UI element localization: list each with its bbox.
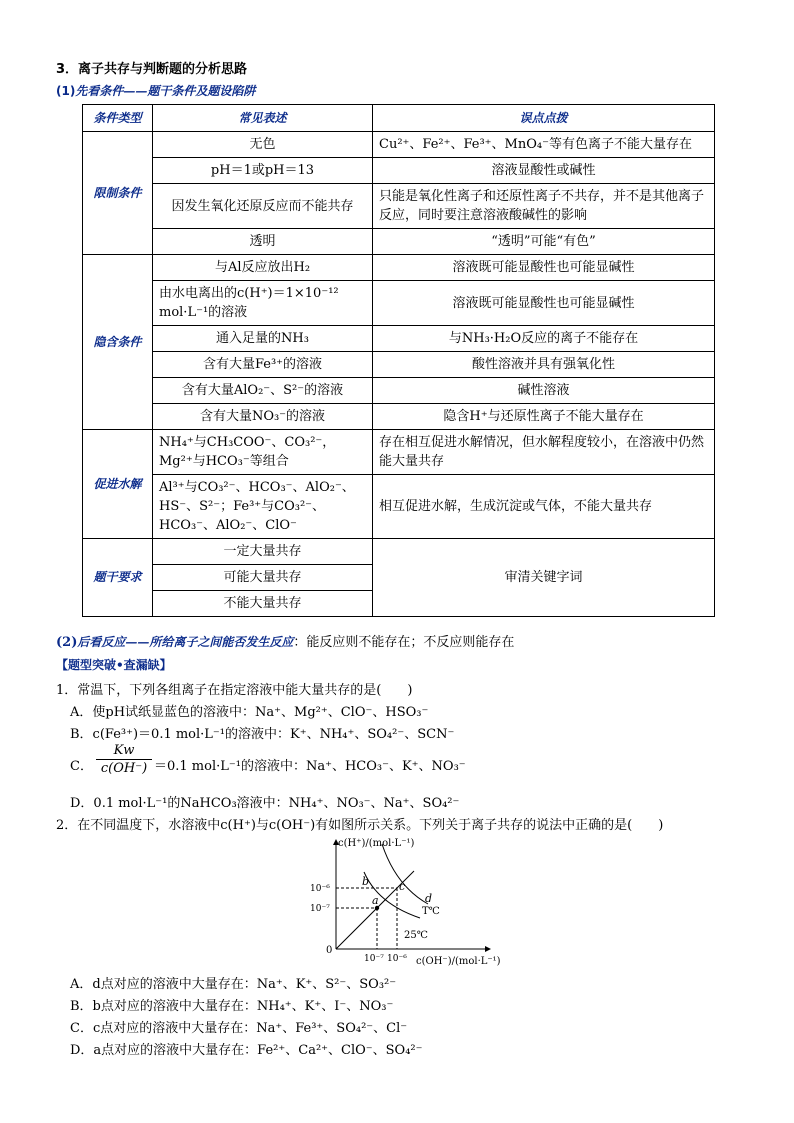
table-row xyxy=(83,281,715,326)
subheading-conditions xyxy=(56,82,255,99)
table-header-row xyxy=(83,105,715,132)
category-implicit: 隐含条件 xyxy=(83,255,153,430)
label-t-curve: T℃ xyxy=(422,906,440,917)
table-cell: 含有大量Fe³⁺的溶液 xyxy=(153,352,373,378)
table-row xyxy=(83,539,715,565)
label-d: d xyxy=(425,892,433,905)
table-cell: 含有大量AlO₂⁻、S²⁻的溶液 xyxy=(153,378,373,404)
fraction-denominator: c(OH⁻) xyxy=(100,761,148,776)
table-row xyxy=(83,184,715,229)
x-tick-1e-7: 10⁻⁷ xyxy=(364,954,384,964)
label-25-curve: 25℃ xyxy=(404,930,428,941)
table-cell-merged: 审清关键字词 xyxy=(373,539,715,617)
table-cell: 溶液既可能显酸性也可能显碱性 xyxy=(373,255,715,281)
table-cell: 只能是氧化性离子和还原性离子不共存，并不是其他离子反应，同时要注意溶液酸碱性的影响 xyxy=(373,184,715,229)
header-tip: 误点点拨 xyxy=(373,105,715,132)
table-row xyxy=(83,255,715,281)
table-cell: 与Al反应放出H₂ xyxy=(153,255,373,281)
origin-label: 0 xyxy=(326,945,333,956)
y-tick-1e-7: 10⁻⁷ xyxy=(310,904,330,914)
table-cell: 酸性溶液并具有强氧化性 xyxy=(373,352,715,378)
x-tick-1e-6: 10⁻⁶ xyxy=(387,954,407,964)
table-cell: 溶液显酸性或碱性 xyxy=(373,158,715,184)
table-row xyxy=(83,475,715,539)
table-cell: 相互促进水解，生成沉淀或气体，不能大量共存 xyxy=(373,475,715,539)
table-row xyxy=(83,229,715,255)
q1-option-b: B．c(Fe³⁺)＝0.1 mol·L⁻¹的溶液中：K⁺、NH₄⁺、SO₄²⁻、SCN⁻ xyxy=(70,727,455,742)
table-cell: 含有大量NO₃⁻的溶液 xyxy=(153,404,373,430)
table-cell: 碱性溶液 xyxy=(373,378,715,404)
table-cell: 不能大量共存 xyxy=(153,591,373,617)
table-cell: pH＝1或pH＝13 xyxy=(153,158,373,184)
table-cell: 与NH₃·H₂O反应的离子不能存在 xyxy=(373,326,715,352)
kw-fraction xyxy=(96,743,152,776)
table-cell: 可能大量共存 xyxy=(153,565,373,591)
table-cell: 无色 xyxy=(153,132,373,158)
table-cell: 一定大量共存 xyxy=(153,539,373,565)
table-cell: 由水电离出的c(H⁺)＝1×10⁻¹² mol·L⁻¹的溶液 xyxy=(153,281,373,326)
y-axis-label: c(H⁺)/(mol·L⁻¹) xyxy=(338,838,415,849)
category-requirement: 题干要求 xyxy=(83,539,153,617)
table-row xyxy=(83,352,715,378)
header-type: 条件类型 xyxy=(83,105,153,132)
table-row xyxy=(83,378,715,404)
table-cell: “透明”可能“有色” xyxy=(373,229,715,255)
table-cell: 透明 xyxy=(153,229,373,255)
label-a: a xyxy=(372,894,379,907)
q1-option-a: A．使pH试纸显蓝色的溶液中：Na⁺、Mg²⁺、ClO⁻、HSO₃⁻ xyxy=(70,705,429,720)
header-expression: 常见表述 xyxy=(153,105,373,132)
label-c: c xyxy=(399,880,406,893)
table-cell: 因发生氧化还原反应而不能共存 xyxy=(153,184,373,229)
table-cell: 通入足量的NH₃ xyxy=(153,326,373,352)
q2-option-a: A．d点对应的溶液中大量存在：Na⁺、K⁺、S²⁻、SO₃²⁻ xyxy=(70,977,397,992)
fraction-numerator: Kw xyxy=(96,743,152,760)
table-cell: Al³⁺与CO₃²⁻、HCO₃⁻、AlO₂⁻、HS⁻、S²⁻；Fe³⁺与CO₃²⁻、HCO₃⁻、AlO₂⁻、ClO⁻ xyxy=(153,475,373,539)
q2-stem: 2．在不同温度下，水溶液中c(H⁺)与c(OH⁻)有如图所示关系。下列关于离子共存的说法中正确的是( ) xyxy=(56,818,664,833)
table-row xyxy=(83,132,715,158)
table-cell: NH₄⁺与CH₃COO⁻、CO₃²⁻，Mg²⁺与HCO₃⁻等组合 xyxy=(153,430,373,475)
q1-option-d: D．0.1 mol·L⁻¹的NaHCO₃溶液中：NH₄⁺、NO₃⁻、Na⁺、SO₄²⁻ xyxy=(70,796,460,811)
table-cell: 存在相互促进水解情况，但水解程度较小，在溶液中仍然能大量共存 xyxy=(373,430,715,475)
table-cell: 隐含H⁺与还原性离子不能大量存在 xyxy=(373,404,715,430)
y-tick-1e-6: 10⁻⁶ xyxy=(310,884,330,894)
subheading-reactions xyxy=(56,631,514,650)
table-row xyxy=(83,326,715,352)
category-limit: 限制条件 xyxy=(83,132,153,255)
q2-option-b: B．b点对应的溶液中大量存在：NH₄⁺、K⁺、I⁻、NO₃⁻ xyxy=(70,999,394,1014)
sub1-lead: (1) xyxy=(56,84,76,98)
table-row xyxy=(83,158,715,184)
category-hydrolysis: 促进水解 xyxy=(83,430,153,539)
water-ion-product-figure xyxy=(300,834,520,970)
q1-option-c-lead: C． xyxy=(70,759,93,774)
q2-option-c: C．c点对应的溶液中大量存在：Na⁺、Fe³⁺、SO₄²⁻、Cl⁻ xyxy=(70,1021,408,1036)
practice-heading: 【题型突破•查漏缺】 xyxy=(56,658,172,672)
q1-stem: 1．常温下，下列各组离子在指定溶液中能大量共存的是( ) xyxy=(56,683,413,698)
section-heading: 3．离子共存与判断题的分析思路 xyxy=(56,62,248,77)
sub2-lead: (2) xyxy=(56,635,78,650)
table-cell: Cu²⁺、Fe²⁺、Fe³⁺、MnO₄⁻等有色离子不能大量存在 xyxy=(373,132,715,158)
conditions-table xyxy=(82,104,715,617)
table-cell: 溶液既可能显酸性也可能显碱性 xyxy=(373,281,715,326)
q2-option-d: D．a点对应的溶液中大量存在：Fe²⁺、Ca²⁺、ClO⁻、SO₄²⁻ xyxy=(70,1043,423,1058)
curve-t xyxy=(382,844,428,904)
sub2-title: 后看反应——所给离子之间能否发生反应 xyxy=(77,635,294,649)
sub2-rest: ：能反应则不能存在；不反应则能存在 xyxy=(293,635,515,650)
table-row xyxy=(83,430,715,475)
x-axis-label: c(OH⁻)/(mol·L⁻¹) xyxy=(416,956,501,967)
label-b: b xyxy=(362,875,370,888)
sub1-text: 先看条件——题干条件及题设陷阱 xyxy=(75,84,256,98)
q1-option-c-rest: ＝0.1 mol·L⁻¹的溶液中：Na⁺、HCO₃⁻、K⁺、NO₃⁻ xyxy=(154,759,466,774)
table-row xyxy=(83,404,715,430)
